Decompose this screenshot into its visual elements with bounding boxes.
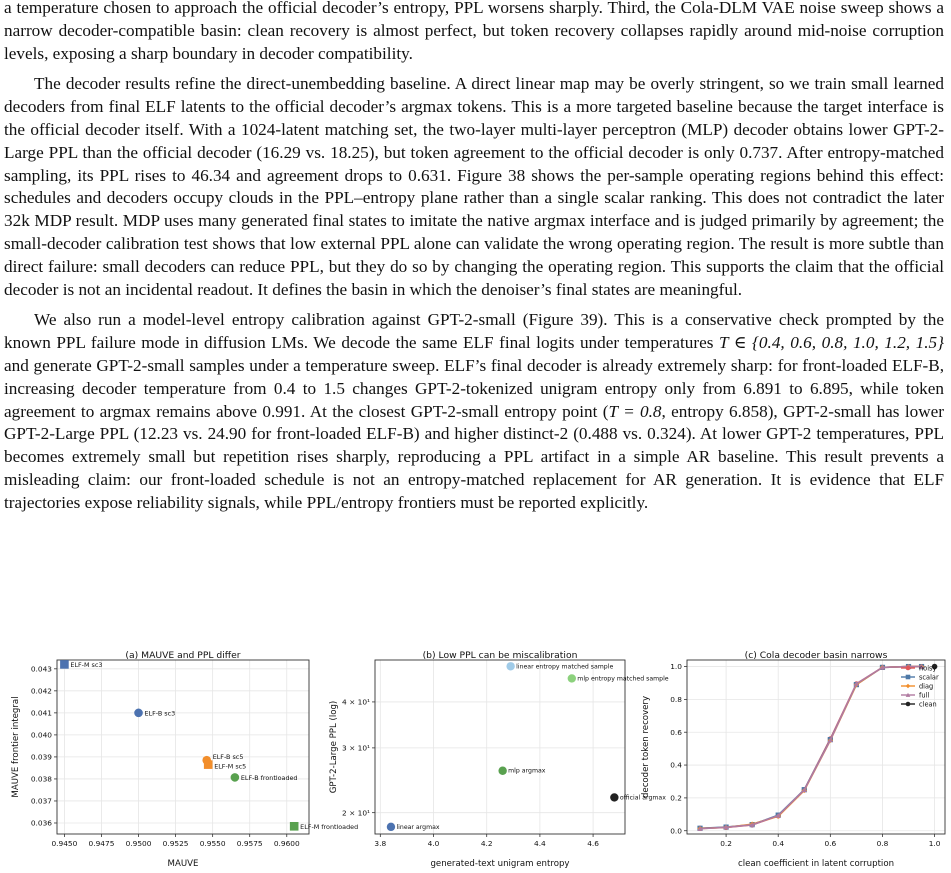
x-tick-label: 3.8 xyxy=(374,839,387,848)
x-tick-label: 4.2 xyxy=(480,839,493,848)
y-tick-label: 2 × 10¹ xyxy=(342,808,370,818)
figure-row xyxy=(0,650,951,873)
y-tick-label: 1.0 xyxy=(670,662,682,672)
series-line xyxy=(700,667,922,829)
paragraph-3-part-2: and generate GPT-2-small samples under a temperature sweep. ELF’s final decoder is already extremely sharp: for front-loaded ELF-B, increasing decoder temperature from 0.4 to 1.5 changes GPT-2-tokenized unigram entropy only from 6.891 to 6.895, while token agreement to argmax remains above 0.991. At the closest GPT-2-small entropy point ( xyxy=(4,355,944,421)
plot-frame xyxy=(57,660,309,834)
y-tick-label: 4 × 10¹ xyxy=(342,697,370,707)
point-label: mlp entropy matched sample xyxy=(577,675,669,683)
x-tick-label: 0.9475 xyxy=(88,839,115,848)
y-tick-label: 0.041 xyxy=(30,708,52,718)
legend-label: noisy xyxy=(919,664,937,673)
y-tick-label: 0.040 xyxy=(30,730,52,740)
series-line xyxy=(700,667,922,829)
x-axis-label: MAUVE xyxy=(167,859,199,869)
paragraph-1: a temperature chosen to approach the official decoder’s entropy, PPL worsens sharply. Third, the Cola-DLM VAE noise sweep shows a narrow decoder-compatible basin: clean recovery is almost perfect, but token recovery collapses rapidly around mid-noise corruption levels, exposing a sharp boundary in decoder compatibility. xyxy=(4,0,944,63)
paragraph-2: The decoder results refine the direct-unembedding baseline. A direct linear map may be overly stringent, so we train small learned decoders from final ELF latents to the official decoder’s argmax tokens. This is a more targeted baseline because the target interface is the official decoder itself. With a 1024-latent matching set, the two-layer multi-layer perceptron (MLP) decoder obtains lower GPT-2-Large PPL than the official decoder (16.29 vs. 18.25), but token agreement to the official decoder is only 0.737. After entropy-matched sampling, its PPL rises to 46.34 and agreement drops to 0.631. Figure 38 shows the per-sample operating regions behind this effect: schedules and decoders occupy clouds in the PPL–entropy plane rather than a single scalar ranking. This does not contradict the later 32k MDP result. MDP uses many generated final states to imitate the native argmax interface and is judged primarily by agreement; the small-decoder calibration test shows that low external PPL alone can validate the wrong operating region. The result is more subtle than direct failure: small decoders can reduce PPL, but they do so by changing the operating region. This supports the claim that the official decoder is not an incidental readout. It defines the basin in which the denoiser’s final states are meaningful. xyxy=(4,74,944,299)
y-tick-label: 0.2 xyxy=(670,793,682,803)
y-axis-label: MAUVE frontier integral xyxy=(11,696,21,798)
data-point xyxy=(568,674,576,682)
x-tick-label: 0.4 xyxy=(772,839,785,848)
y-tick-label: 0.037 xyxy=(30,796,52,806)
legend-swatch-marker xyxy=(906,666,911,671)
point-label: mlp argmax xyxy=(508,767,546,775)
legend-label: diag xyxy=(919,682,934,691)
legend-swatch-marker xyxy=(906,684,911,689)
y-tick-label: 0.0 xyxy=(670,826,682,836)
data-point xyxy=(231,773,240,782)
y-axis-label: decoder token recovery xyxy=(641,695,651,799)
y-tick-label: 0.036 xyxy=(30,818,52,828)
temperature-point: T = 0.8 xyxy=(608,401,662,421)
x-tick-label: 4.4 xyxy=(534,839,546,848)
x-tick-label: 0.2 xyxy=(720,839,732,848)
x-axis-label: clean coefficient in latent corruption xyxy=(737,859,895,869)
y-tick-label: 0.042 xyxy=(30,686,52,696)
point-label: ELF-M frontloaded xyxy=(300,822,359,831)
paragraph-3-part-1: We also run a model-level entropy calibration against GPT-2-small (Figure 39). This is a conservative check prompted by the known PPL failure mode in diffusion LMs. We decode the same ELF final logits under temperatures xyxy=(4,310,944,353)
x-axis-label: generated-text unigram entropy xyxy=(430,859,570,869)
data-point xyxy=(134,709,143,718)
legend-swatch-marker xyxy=(906,675,911,680)
point-label: ELF-M sc5 xyxy=(214,762,247,771)
point-label: ELF-B sc3 xyxy=(144,709,176,718)
legend-label: full xyxy=(919,691,930,700)
point-label: ELF-B frontloaded xyxy=(240,773,298,782)
paragraph-3-part-3: , entropy 6.858), GPT-2-small has lower GPT-2-Large PPL (12.23 vs. 24.90 for front-loaded ELF-B) and higher distinct-2 (0.488 vs. 0.324). At lower GPT-2 temperatures, PPL becomes extremely small but repetition rises sharply, reproducing a PPL artifact in a simple AR baseline. This result prevents a misleading claim: our front-loaded schedule is not an entropy-matched replacement for AR generation. It is evidence that ELF trajectories expose reliability signals, while PPL/entropy frontiers must be reported explicitly. xyxy=(4,401,944,512)
x-tick-label: 4.0 xyxy=(427,839,440,848)
y-tick-label: 0.8 xyxy=(670,694,682,704)
point-label: official argmax xyxy=(619,794,666,802)
y-tick-label: 3 × 10¹ xyxy=(342,743,370,753)
data-point xyxy=(60,660,69,669)
y-tick-label: 0.6 xyxy=(670,727,682,737)
y-tick-label: 0.038 xyxy=(30,774,52,784)
x-tick-label: 0.9500 xyxy=(125,839,152,848)
data-point xyxy=(610,793,618,801)
y-tick-label: 0.039 xyxy=(30,752,52,762)
data-point xyxy=(387,823,395,831)
x-tick-label: 4.6 xyxy=(587,839,599,848)
x-tick-label: 0.9575 xyxy=(236,839,263,848)
point-label: ELF-B sc5 xyxy=(212,753,244,762)
chart-title: (a) MAUVE and PPL differ xyxy=(125,650,241,661)
x-tick-label: 0.8 xyxy=(876,839,889,848)
chart-title: (c) Cola decoder basin narrows xyxy=(744,650,888,661)
legend-label: clean xyxy=(919,700,937,709)
data-point xyxy=(506,662,514,670)
series-line xyxy=(700,667,922,829)
point-label: linear argmax xyxy=(396,823,440,831)
temperature-set: T ∈ {0.4, 0.6, 0.8, 1.0, 1.2, 1.5} xyxy=(718,333,945,353)
y-tick-label: 0.4 xyxy=(670,760,682,770)
y-axis-label: GPT-2-Large PPL (log) xyxy=(329,700,339,794)
point-label: linear entropy matched sample xyxy=(516,663,614,671)
x-tick-label: 0.9600 xyxy=(273,839,300,848)
paragraph-3 xyxy=(4,309,944,514)
x-tick-label: 1.0 xyxy=(928,839,941,848)
legend-swatch-marker xyxy=(906,702,911,707)
x-tick-label: 0.6 xyxy=(824,839,837,848)
x-tick-label: 0.9550 xyxy=(199,839,226,848)
x-tick-label: 0.9450 xyxy=(51,839,78,848)
x-tick-label: 0.9525 xyxy=(162,839,189,848)
point-label: ELF-M sc3 xyxy=(70,660,103,669)
legend-label: scalar xyxy=(919,673,939,682)
series-line xyxy=(700,667,922,829)
plot-frame xyxy=(375,660,625,834)
chart-cola-basin xyxy=(636,650,951,873)
data-point xyxy=(290,822,299,831)
data-point xyxy=(498,767,506,775)
data-point xyxy=(204,760,213,769)
y-tick-label: 0.043 xyxy=(30,664,52,674)
body-text xyxy=(4,0,944,523)
chart-title: (b) Low PPL can be miscalibration xyxy=(422,650,578,661)
